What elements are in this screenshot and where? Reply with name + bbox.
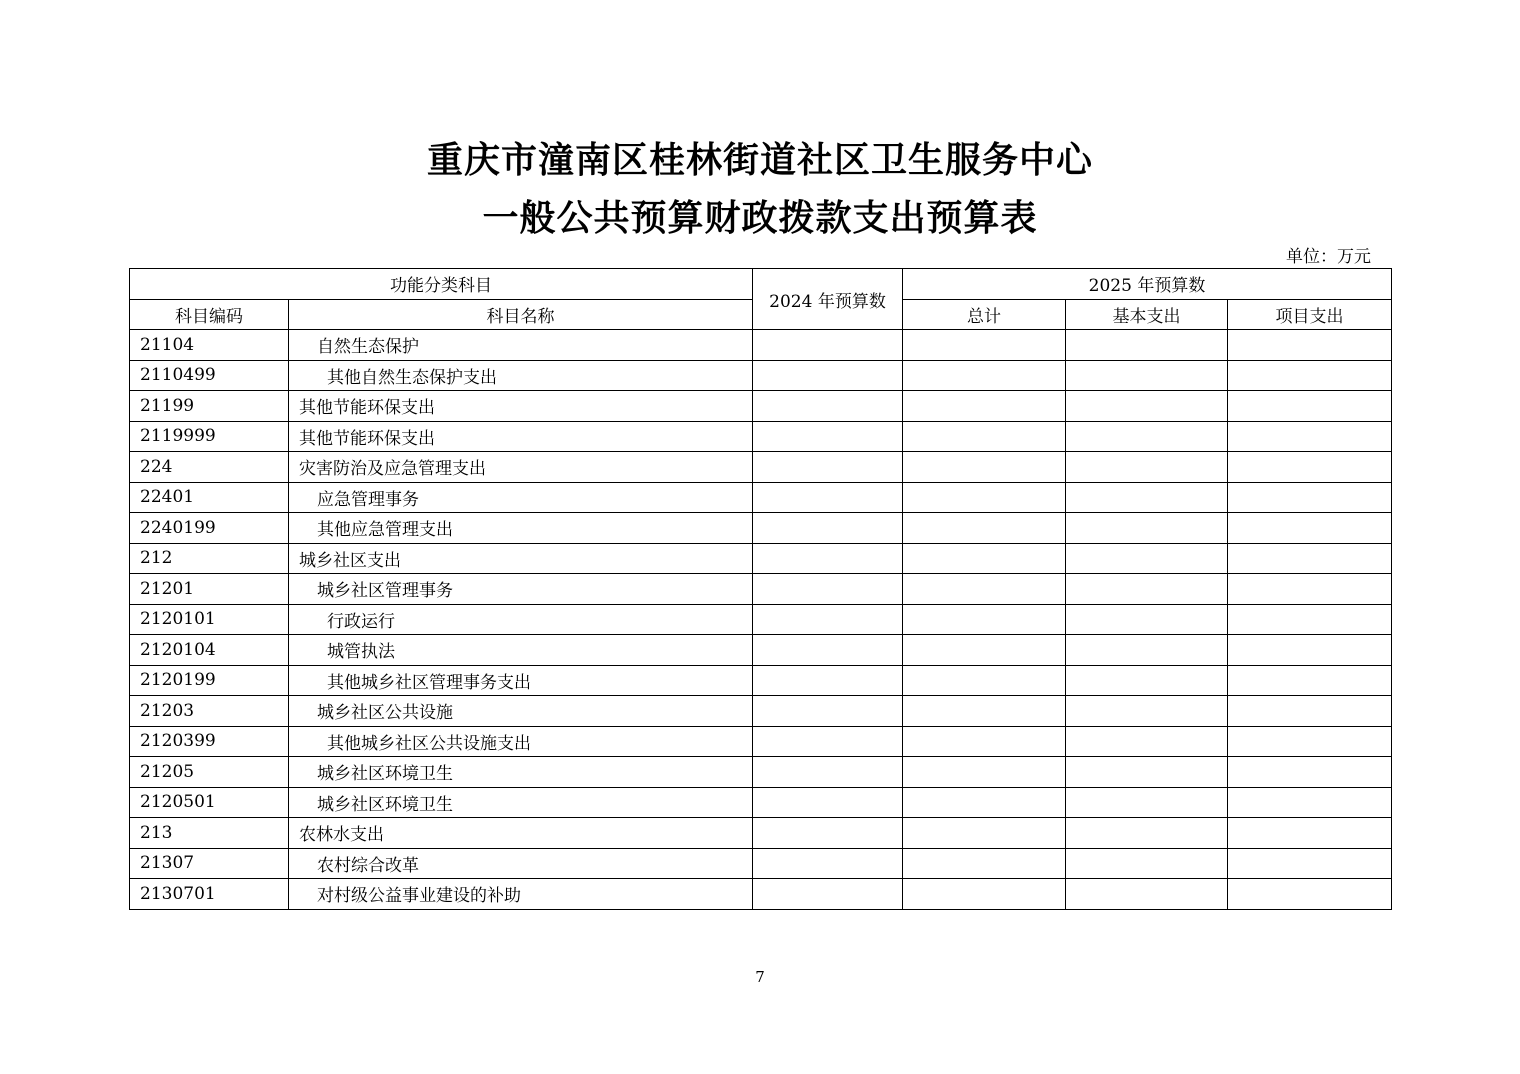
- subject-name-cell: 其他自然生态保护支出: [289, 360, 753, 391]
- basic-cell: [1066, 818, 1228, 849]
- basic-cell: [1066, 665, 1228, 696]
- project-cell: [1228, 330, 1392, 361]
- project-cell: [1228, 574, 1392, 605]
- unit-label: 单位：万元: [1286, 247, 1371, 267]
- subject-name-cell: 城管执法: [289, 635, 753, 666]
- total-cell: [903, 757, 1066, 788]
- project-cell: [1228, 421, 1392, 452]
- basic-cell: [1066, 635, 1228, 666]
- total-cell: [903, 513, 1066, 544]
- basic-cell: [1066, 604, 1228, 635]
- prev-budget-cell: [753, 543, 903, 574]
- subject-code-cell: 212: [130, 543, 289, 574]
- prev-budget-cell: [753, 360, 903, 391]
- subject-name-cell: 行政运行: [289, 604, 753, 635]
- total-cell: [903, 635, 1066, 666]
- subject-name-cell: 其他城乡社区管理事务支出: [289, 665, 753, 696]
- subject-code-cell: 2240199: [130, 513, 289, 544]
- basic-cell: [1066, 879, 1228, 910]
- subject-name-cell: 城乡社区环境卫生: [289, 787, 753, 818]
- basic-cell: [1066, 757, 1228, 788]
- table-row: [130, 818, 1392, 849]
- prev-budget-cell: [753, 604, 903, 635]
- subject-name-cell: 自然生态保护: [289, 330, 753, 361]
- total-cell: [903, 787, 1066, 818]
- basic-cell: [1066, 330, 1228, 361]
- total-cell: [903, 665, 1066, 696]
- basic-cell: [1066, 787, 1228, 818]
- page-title-line1: 重庆市潼南区桂林街道社区卫生服务中心: [426, 140, 1093, 181]
- table-row: [130, 604, 1392, 635]
- project-cell: [1228, 787, 1392, 818]
- basic-cell: [1066, 391, 1228, 422]
- total-cell: [903, 879, 1066, 910]
- table-row: [130, 482, 1392, 513]
- table-row: [130, 452, 1392, 483]
- table-row: [130, 360, 1392, 391]
- total-cell: [903, 574, 1066, 605]
- prev-budget-cell: [753, 635, 903, 666]
- basic-cell: [1066, 360, 1228, 391]
- project-cell: [1228, 665, 1392, 696]
- total-cell: [903, 391, 1066, 422]
- basic-cell: [1066, 482, 1228, 513]
- subject-name-cell: 其他应急管理支出: [289, 513, 753, 544]
- basic-cell: [1066, 421, 1228, 452]
- prev-budget-cell: [753, 391, 903, 422]
- subject-code-cell: 224: [130, 452, 289, 483]
- prev-budget-cell: [753, 787, 903, 818]
- subject-code-cell: 22401: [130, 482, 289, 513]
- subject-name-cell: 其他节能环保支出: [289, 391, 753, 422]
- prev-budget-cell: [753, 574, 903, 605]
- project-cell: [1228, 482, 1392, 513]
- header-subject-name: 科目名称: [289, 299, 753, 330]
- basic-cell: [1066, 696, 1228, 727]
- total-cell: [903, 482, 1066, 513]
- subject-code-cell: 2119999: [130, 421, 289, 452]
- prev-budget-cell: [753, 330, 903, 361]
- project-cell: [1228, 879, 1392, 910]
- subject-name-cell: 灾害防治及应急管理支出: [289, 452, 753, 483]
- project-cell: [1228, 848, 1392, 879]
- header-subject-code: 科目编码: [130, 299, 289, 330]
- project-cell: [1228, 726, 1392, 757]
- subject-name-cell: 农林水支出: [289, 818, 753, 849]
- budget-table: [129, 268, 1392, 910]
- subject-code-cell: 213: [130, 818, 289, 849]
- total-cell: [903, 330, 1066, 361]
- table-row: [130, 696, 1392, 727]
- prev-budget-cell: [753, 482, 903, 513]
- table-row: [130, 665, 1392, 696]
- basic-cell: [1066, 543, 1228, 574]
- table-row: [130, 513, 1392, 544]
- prev-budget-cell: [753, 848, 903, 879]
- header-2024-budget: 2024 年预算数: [753, 269, 903, 330]
- basic-cell: [1066, 513, 1228, 544]
- table-row: [130, 543, 1392, 574]
- subject-code-cell: 21307: [130, 848, 289, 879]
- total-cell: [903, 726, 1066, 757]
- subject-name-cell: 对村级公益事业建设的补助: [289, 879, 753, 910]
- page-number: 7: [755, 968, 765, 986]
- subject-name-cell: 城乡社区公共设施: [289, 696, 753, 727]
- subject-name-cell: 其他城乡社区公共设施支出: [289, 726, 753, 757]
- project-cell: [1228, 604, 1392, 635]
- project-cell: [1228, 818, 1392, 849]
- project-cell: [1228, 635, 1392, 666]
- total-cell: [903, 848, 1066, 879]
- total-cell: [903, 543, 1066, 574]
- prev-budget-cell: [753, 726, 903, 757]
- project-cell: [1228, 452, 1392, 483]
- subject-code-cell: 2120501: [130, 787, 289, 818]
- prev-budget-cell: [753, 696, 903, 727]
- prev-budget-cell: [753, 513, 903, 544]
- total-cell: [903, 604, 1066, 635]
- table-row: [130, 391, 1392, 422]
- table-row: [130, 848, 1392, 879]
- table-row: [130, 726, 1392, 757]
- project-cell: [1228, 391, 1392, 422]
- subject-code-cell: 2130701: [130, 879, 289, 910]
- project-cell: [1228, 543, 1392, 574]
- basic-cell: [1066, 848, 1228, 879]
- basic-cell: [1066, 452, 1228, 483]
- table-row: [130, 757, 1392, 788]
- prev-budget-cell: [753, 421, 903, 452]
- table-row: [130, 330, 1392, 361]
- prev-budget-cell: [753, 879, 903, 910]
- project-cell: [1228, 360, 1392, 391]
- subject-code-cell: 21199: [130, 391, 289, 422]
- prev-budget-cell: [753, 665, 903, 696]
- total-cell: [903, 818, 1066, 849]
- subject-name-cell: 应急管理事务: [289, 482, 753, 513]
- subject-name-cell: 农村综合改革: [289, 848, 753, 879]
- table-row: [130, 879, 1392, 910]
- subject-code-cell: 21104: [130, 330, 289, 361]
- header-basic-expenditure: 基本支出: [1066, 299, 1228, 330]
- total-cell: [903, 421, 1066, 452]
- total-cell: [903, 696, 1066, 727]
- project-cell: [1228, 757, 1392, 788]
- total-cell: [903, 360, 1066, 391]
- basic-cell: [1066, 574, 1228, 605]
- subject-name-cell: 城乡社区支出: [289, 543, 753, 574]
- total-cell: [903, 452, 1066, 483]
- subject-code-cell: 2120104: [130, 635, 289, 666]
- header-function-category: 功能分类科目: [130, 269, 753, 300]
- prev-budget-cell: [753, 818, 903, 849]
- subject-code-cell: 21203: [130, 696, 289, 727]
- table-row: [130, 787, 1392, 818]
- page-title-line2: 一般公共预算财政拨款支出预算表: [482, 198, 1038, 239]
- header-project-expenditure: 项目支出: [1228, 299, 1392, 330]
- subject-name-cell: 城乡社区环境卫生: [289, 757, 753, 788]
- prev-budget-cell: [753, 757, 903, 788]
- basic-cell: [1066, 726, 1228, 757]
- table-row: [130, 574, 1392, 605]
- subject-name-cell: 其他节能环保支出: [289, 421, 753, 452]
- table-row: [130, 421, 1392, 452]
- subject-code-cell: 2120199: [130, 665, 289, 696]
- header-2025-budget: 2025 年预算数: [903, 269, 1392, 300]
- header-total: 总计: [903, 299, 1066, 330]
- project-cell: [1228, 513, 1392, 544]
- subject-name-cell: 城乡社区管理事务: [289, 574, 753, 605]
- subject-code-cell: 21201: [130, 574, 289, 605]
- table-row: [130, 635, 1392, 666]
- subject-code-cell: 2110499: [130, 360, 289, 391]
- subject-code-cell: 2120399: [130, 726, 289, 757]
- subject-code-cell: 2120101: [130, 604, 289, 635]
- subject-code-cell: 21205: [130, 757, 289, 788]
- project-cell: [1228, 696, 1392, 727]
- prev-budget-cell: [753, 452, 903, 483]
